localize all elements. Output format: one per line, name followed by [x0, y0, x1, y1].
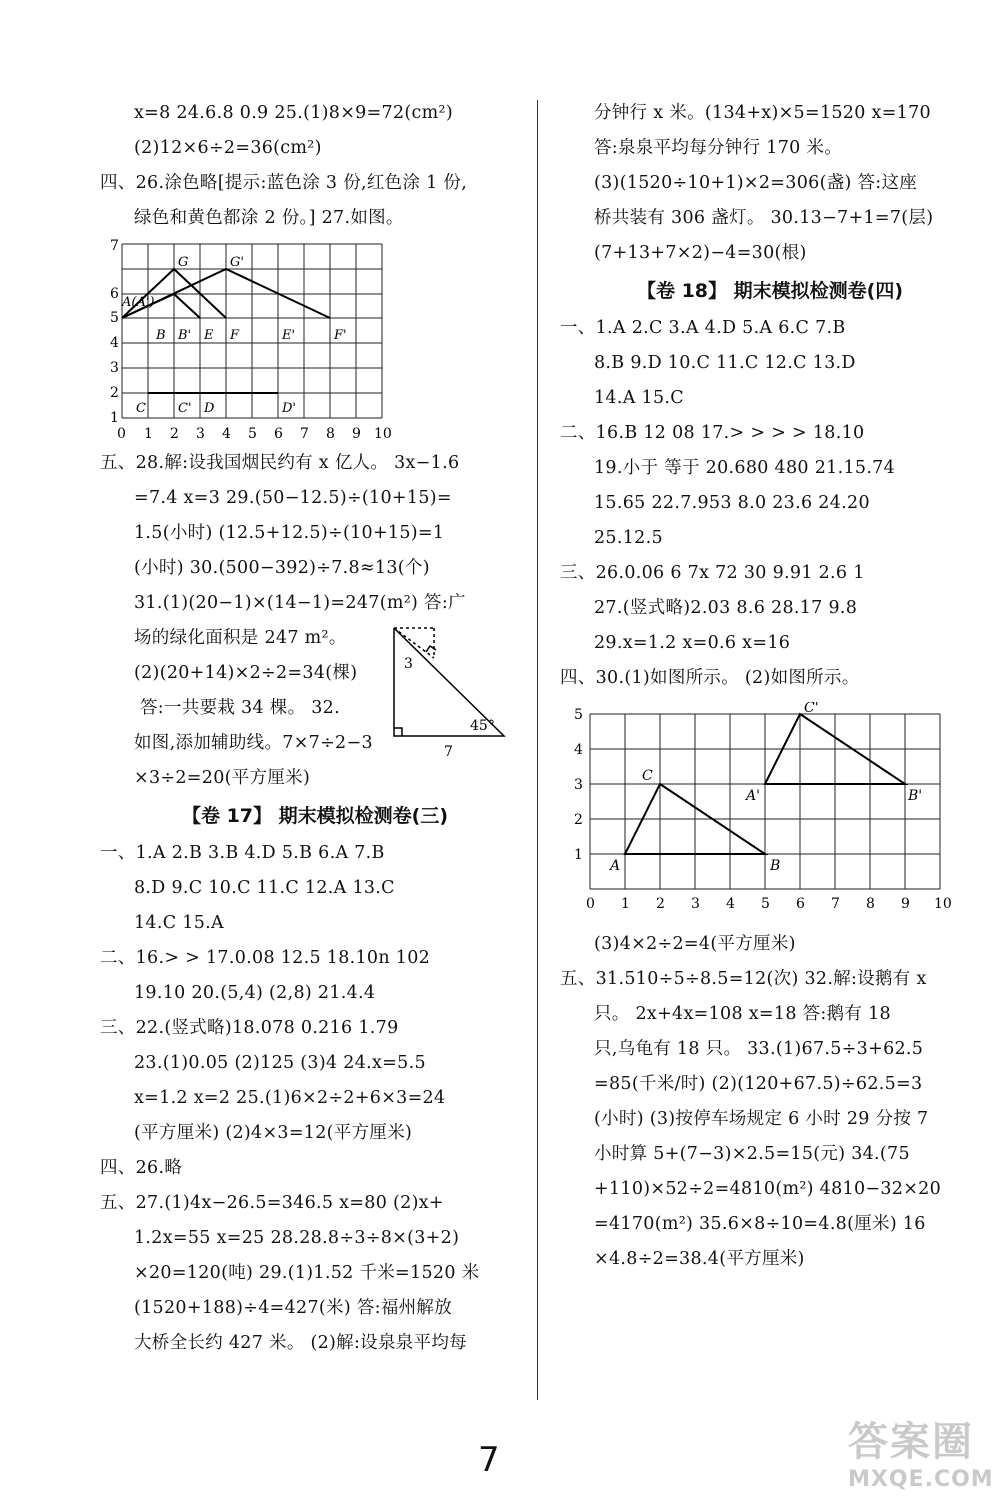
point-label: B [770, 858, 781, 874]
x-tick: 2 [656, 896, 665, 912]
answer-line: 三、26.0.06 6 7x 72 30 9.91 2.6 1 [560, 563, 865, 583]
answer-line: (小时) 30.(500−392)÷7.8≈13(个) [134, 558, 430, 578]
x-tick: 0 [117, 426, 126, 442]
answer-line: 四、30.(1)如图所示。 (2)如图所示。 [560, 668, 860, 688]
triangle-label: 3 [404, 656, 413, 672]
y-tick: 5 [110, 310, 119, 326]
answer-line: 27.(竖式略)2.03 8.6 28.17 9.8 [594, 598, 858, 618]
y-tick: 5 [574, 707, 583, 723]
watermark-logo [848, 1410, 994, 1492]
point-label: A(A') [122, 295, 155, 310]
left-column [100, 96, 530, 1361]
section-heading: 【卷 18】 期末模拟检测卷(四) [636, 280, 904, 302]
answer-line: =4170(m²) 35.6×8÷10=4.8(厘米) 16 [594, 1214, 926, 1234]
answer-line: 只,乌龟有 18 只。 33.(1)67.5÷3+62.5 [594, 1039, 924, 1059]
point-label: E [204, 328, 214, 343]
answer-line: 8.D 9.C 10.C 11.C 12.A 13.C [134, 878, 395, 898]
answer-line: 一、1.A 2.C 3.A 4.D 5.A 6.C 7.B [560, 318, 846, 338]
y-tick: 1 [574, 847, 583, 863]
point-label: B [156, 328, 166, 343]
answer-line: 8.B 9.D 10.C 11.C 12.C 13.D [594, 353, 856, 373]
point-label: F' [334, 328, 347, 343]
answer-line: 五、28.解:设我国烟民约有 x 亿人。 3x−1.6 [100, 453, 460, 473]
answer-line: x=1.2 x=2 25.(1)6×2÷2+6×3=24 [134, 1088, 446, 1108]
answer-line: 桥共装有 306 盏灯。 30.13−7+1=7(层) [594, 208, 934, 228]
triangle-label: 7 [444, 744, 453, 760]
answer-line: 答:一共要栽 34 棵。 32. [140, 698, 340, 718]
point-label: B' [178, 328, 192, 343]
y-tick: 3 [110, 360, 119, 376]
answer-line: =7.4 x=3 29.(50−12.5)÷(10+15)= [134, 488, 452, 508]
answer-line: 五、27.(1)4x−26.5=346.5 x=80 (2)x+ [100, 1193, 444, 1213]
answer-line: 绿色和黄色都涂 2 份。] 27.如图。 [134, 208, 404, 228]
answer-line: 1.2x=55 x=25 28.28.8÷3÷8×(3+2) [134, 1228, 460, 1248]
answer-line: 答:泉泉平均每分钟行 170 米。 [594, 138, 843, 158]
x-tick: 8 [866, 896, 875, 912]
y-tick: 7 [110, 238, 119, 254]
x-tick: 10 [374, 426, 392, 442]
point-label: C [642, 768, 653, 784]
y-tick: 4 [110, 335, 119, 351]
y-tick: 2 [110, 385, 119, 401]
answer-line: 场的绿化面积是 247 m²。 [134, 628, 347, 648]
answer-line: (3)4×2÷2=4(平方厘米) [594, 934, 796, 954]
point-label: F [230, 328, 240, 343]
x-tick: 6 [274, 426, 283, 442]
answer-line: 五、31.510÷5÷8.5=12(次) 32.解:设鹅有 x [560, 969, 927, 989]
point-label: D [204, 401, 215, 416]
x-tick: 9 [352, 426, 361, 442]
x-tick: 3 [691, 896, 700, 912]
answer-line: 四、26.略 [100, 1158, 183, 1178]
watermark-text: 答案圈 [848, 1419, 974, 1465]
page-number: 7 [478, 1440, 500, 1480]
answer-line: (平方厘米) (2)4×3=12(平方厘米) [134, 1123, 413, 1143]
q32-block [100, 656, 530, 796]
right-column [560, 96, 980, 1277]
x-tick: 2 [170, 426, 179, 442]
x-tick: 5 [761, 896, 770, 912]
y-tick: 3 [574, 777, 583, 793]
answer-line: 三、22.(竖式略)18.078 0.216 1.79 [100, 1018, 399, 1038]
y-tick: 1 [110, 410, 119, 426]
answer-line: 19.小于 等于 20.680 480 21.15.74 [594, 458, 896, 478]
answer-line: 14.C 15.A [134, 913, 224, 933]
point-label: C [136, 401, 146, 416]
answer-line: (小时) (3)按停车场规定 6 小时 29 分按 7 [594, 1109, 929, 1129]
answer-line: 25.12.5 [594, 528, 663, 548]
y-tick: 2 [574, 812, 583, 828]
x-tick: 0 [586, 896, 595, 912]
answer-line: 19.10 20.(5,4) (2,8) 21.4.4 [134, 983, 376, 1003]
point-label: A' [746, 788, 760, 804]
point-label: C' [804, 702, 819, 716]
answer-line: 二、16.> > 17.0.08 12.5 18.10n 102 [100, 948, 431, 968]
watermark-url: MXQE.COM [848, 1467, 994, 1492]
answer-line: ×20=120(吨) 29.(1)1.52 千米=1520 米 [134, 1263, 480, 1283]
y-tick: 6 [110, 286, 119, 302]
answer-line: 31.(1)(20−1)×(14−1)=247(m²) 答:广 [134, 593, 466, 613]
answer-line: 14.A 15.C [594, 388, 684, 408]
answer-line: 小时算 5+(7−3)×2.5=15(元) 34.(75 [594, 1144, 910, 1164]
answer-line: 二、16.B 12 08 17.> > > > 18.10 [560, 423, 865, 443]
answer-line: 分钟行 x 米。(134+x)×5=1520 x=170 [594, 103, 931, 123]
answer-line: +110)×52÷2=4810(m²) 4810−32×20 [594, 1179, 942, 1199]
answer-line: 1.5(小时) (12.5+12.5)÷(10+15)=1 [134, 523, 445, 543]
answer-line: 只。 2x+4x=108 x=18 答:鹅有 18 [594, 1004, 891, 1024]
point-label: D' [282, 401, 296, 416]
point-label: A [610, 858, 621, 874]
answer-line: 29.x=1.2 x=0.6 x=16 [594, 633, 791, 653]
grid-figure-27 [100, 236, 400, 446]
answer-line: (2)12×6÷2=36(cm²) [134, 138, 322, 158]
answer-line: x=8 24.6.8 0.9 25.(1)8×9=72(cm²) [134, 103, 453, 123]
point-label: C' [178, 401, 192, 416]
answer-line: (7+13+7×2)−4=30(根) [594, 243, 807, 263]
grid-figure-30 [560, 702, 970, 927]
x-tick: 6 [796, 896, 805, 912]
y-tick: 4 [574, 742, 583, 758]
x-tick: 7 [831, 896, 840, 912]
triangle-label: 45° [470, 718, 495, 734]
x-tick: 3 [196, 426, 205, 442]
answer-line: (1520+188)÷4=427(米) 答:福州解放 [134, 1298, 453, 1318]
x-tick: 1 [621, 896, 630, 912]
section-heading: 【卷 17】 期末模拟检测卷(三) [181, 805, 449, 827]
point-label: E' [282, 328, 296, 343]
answer-line: ×4.8÷2=38.4(平方厘米) [594, 1249, 805, 1269]
x-tick: 4 [222, 426, 231, 442]
answer-line: 23.(1)0.05 (2)125 (3)4 24.x=5.5 [134, 1053, 426, 1073]
answer-line: =85(千米/时) (2)(120+67.5)÷62.5=3 [594, 1074, 923, 1094]
answer-line: 四、26.涂色略[提示:蓝色涂 3 份,红色涂 1 份, [100, 173, 468, 193]
point-label: G [178, 255, 189, 270]
answer-line: (2)(20+14)×2÷2=34(棵) [134, 663, 358, 683]
point-label: B' [908, 788, 923, 804]
point-label: G' [230, 255, 244, 270]
answer-line: ×3÷2=20(平方厘米) [134, 768, 311, 788]
x-tick: 7 [300, 426, 309, 442]
triangle-figure-32 [386, 618, 516, 768]
answer-line: (3)(1520÷10+1)×2=306(盏) 答:这座 [594, 173, 918, 193]
x-tick: 1 [144, 426, 153, 442]
x-tick: 10 [934, 896, 952, 912]
x-tick: 8 [326, 426, 335, 442]
column-divider [537, 100, 538, 1400]
x-tick: 5 [248, 426, 257, 442]
answer-line: 15.65 22.7.953 8.0 23.6 24.20 [594, 493, 870, 513]
answer-line: 大桥全长约 427 米。 (2)解:设泉泉平均每 [134, 1333, 467, 1353]
x-tick: 9 [901, 896, 910, 912]
answer-line: 一、1.A 2.B 3.B 4.D 5.B 6.A 7.B [100, 843, 385, 863]
x-tick: 4 [726, 896, 735, 912]
answer-line: 如图,添加辅助线。7×7÷2−3 [134, 733, 373, 753]
